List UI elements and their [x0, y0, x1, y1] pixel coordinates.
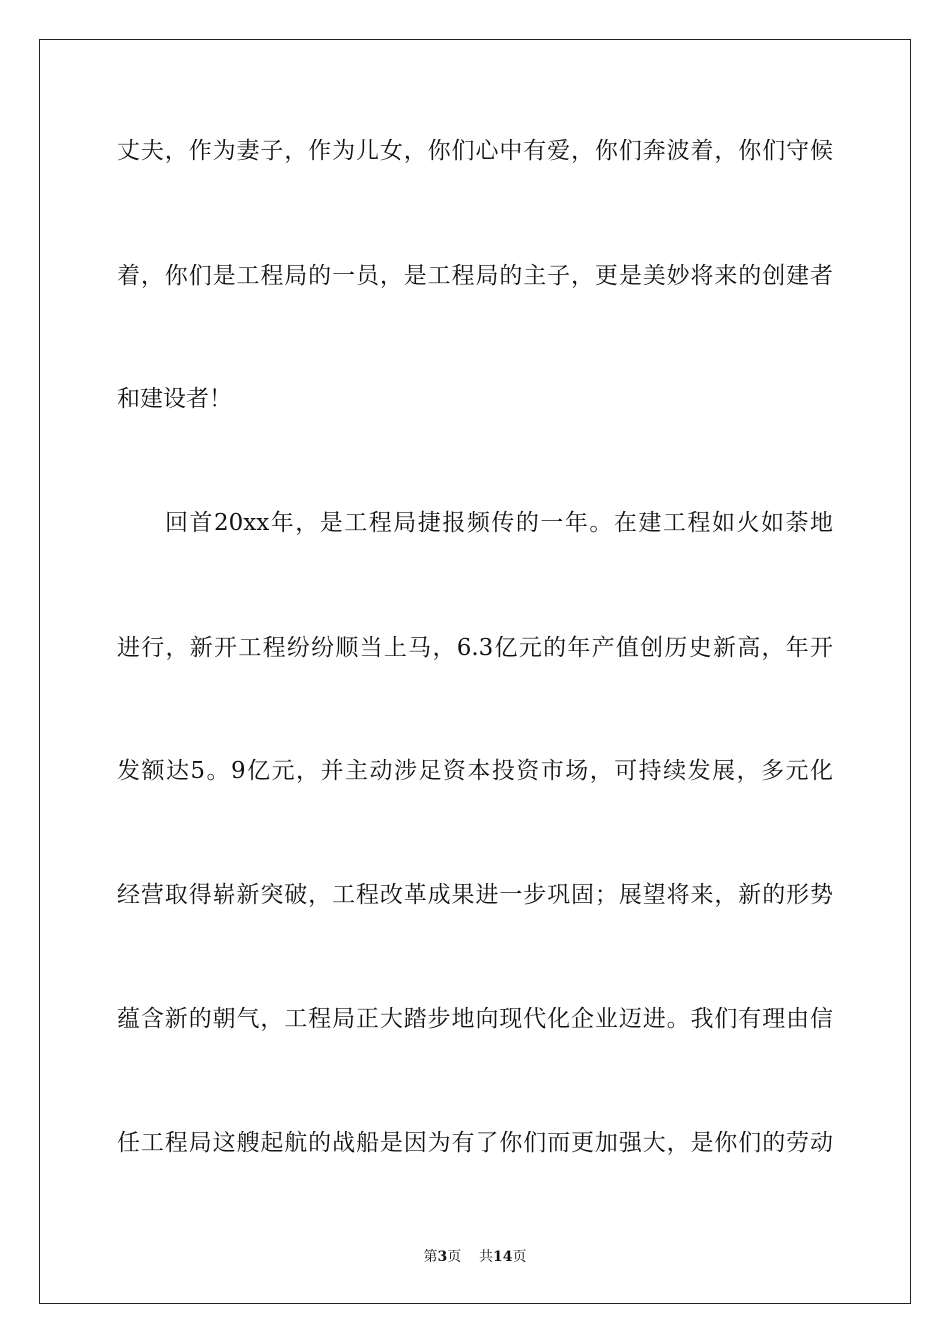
body-line-7: 经营取得崭新突破，工程改革成果进一步巩固；展望将来，新的形势: [117, 882, 833, 908]
footer-page-prefix: 第: [423, 1249, 438, 1265]
footer-total-pages: 14: [493, 1249, 513, 1265]
footer-total-prefix: 共: [479, 1249, 494, 1265]
page-border: [39, 39, 911, 1304]
body-line-2: 着，你们是工程局的一员，是工程局的主子，更是美妙将来的创建者: [117, 263, 833, 289]
footer-total-suffix: 页: [512, 1249, 527, 1265]
body-line-8: 蕴含新的朝气，工程局正大踏步地向现代化企业迈进。我们有理由信: [117, 1006, 833, 1032]
body-line-5: 进行，新开工程纷纷顺当上马，6.3亿元的年产值创历史新高，年开: [117, 635, 833, 661]
page-footer: [0, 1248, 950, 1266]
body-line-4: 回首20xx年，是工程局捷报频传的一年。在建工程如火如荼地: [165, 510, 833, 536]
body-line-1: 丈夫，作为妻子，作为儿女，你们心中有爱，你们奔波着，你们守候: [117, 138, 833, 164]
footer-page-suffix: 页: [447, 1249, 462, 1265]
body-line-3: 和建设者！: [117, 386, 232, 412]
body-line-6: 发额达5。9亿元，并主动涉足资本投资市场，可持续发展，多元化: [117, 758, 833, 784]
footer-page-number: 3: [437, 1249, 448, 1265]
body-line-9: 任工程局这艘起航的战船是因为有了你们而更加强大，是你们的劳动: [117, 1130, 833, 1156]
